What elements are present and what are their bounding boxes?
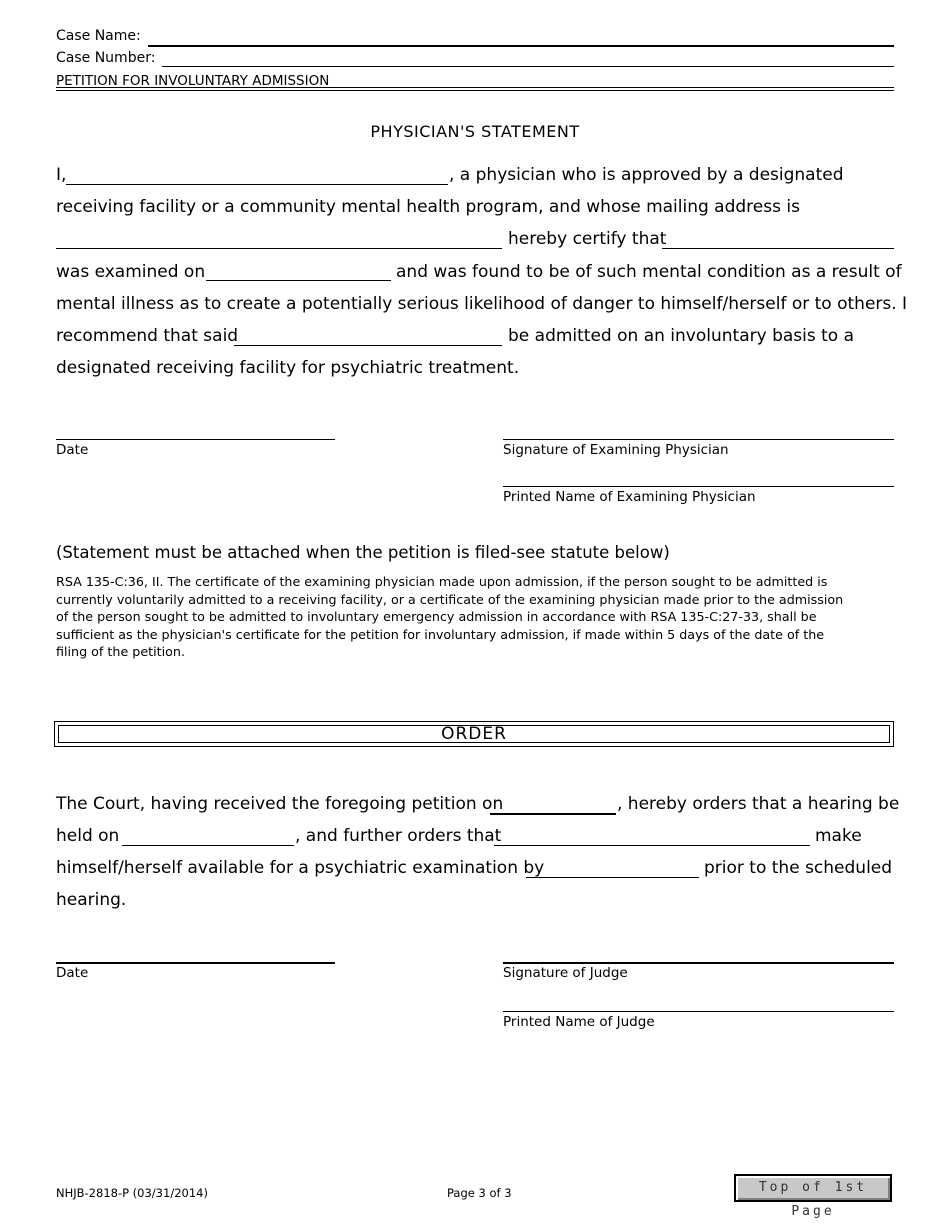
exam-date-input[interactable] [206, 262, 391, 281]
statute-line: filing of the petition. [56, 644, 185, 659]
text-line5: mental illness as to create a potentially serious likelihood of danger to himself/herself or to others. I [56, 294, 908, 314]
mailing-address-input[interactable] [56, 230, 502, 249]
text-admitted: be admitted on an involuntary basis to a [508, 326, 855, 346]
petition-title: PETITION FOR INVOLUNTARY ADMISSION [56, 73, 330, 89]
text-physician: , a physician who is approved by a designated [449, 165, 844, 185]
text-recommend: recommend that said [56, 326, 239, 346]
form-id: NHJB-2818-P (03/31/2014) [56, 1186, 208, 1200]
physician-signature-label: Signature of Examining Physician [503, 442, 729, 458]
text-court: The Court, having received the foregoing petition on [56, 794, 504, 814]
physician-printed-name-label: Printed Name of Examining Physician [503, 489, 756, 505]
statement-title: PHYSICIAN'S STATEMENT [370, 122, 580, 141]
statement-date-label: Date [56, 442, 89, 458]
recommend-patient-input[interactable] [234, 327, 502, 346]
physician-name-input[interactable] [66, 166, 448, 185]
statute-line: currently voluntarily admitted to a receiving facility, or a certificate of the examining physician made prior to the admission [56, 591, 844, 607]
text-examined: was examined on [56, 262, 206, 282]
text-line7: designated receiving facility for psychiatric treatment. [56, 358, 520, 378]
text-hereby: , hereby orders that a hearing be [617, 794, 900, 814]
text-certify: hereby certify that [508, 229, 667, 249]
text-hearing: hearing. [56, 890, 127, 910]
attach-note: (Statement must be attached when the petition is filed-see statute below) [56, 543, 670, 562]
text-held: held on [56, 826, 120, 846]
examination-date-input[interactable] [526, 859, 699, 878]
case-name-label: Case Name: [56, 28, 141, 44]
judge-signature-label: Signature of Judge [503, 965, 628, 981]
statement-date-input[interactable] [56, 421, 335, 440]
order-date-input[interactable] [56, 944, 335, 964]
statute-line: of the person sought to be admitted to involuntary emergency admission in accordance with RSA 135-C:27-33, shall be [56, 609, 817, 624]
case-number-input[interactable] [162, 48, 894, 67]
text-make: make [815, 826, 862, 846]
order-header-box [54, 721, 894, 747]
physician-signature-input[interactable] [503, 421, 894, 440]
text-i: I, [56, 165, 67, 185]
case-name-input[interactable] [148, 27, 894, 47]
statute-line: sufficient as the physician's certificate for the petition for involuntary admission, if made within 5 days of the date of the [56, 626, 825, 642]
order-date-label: Date [56, 965, 89, 981]
judge-signature-input[interactable] [503, 944, 894, 964]
text-himself: himself/herself available for a psychiatric examination by [56, 858, 545, 878]
case-number-label: Case Number: [56, 50, 156, 66]
text-prior: prior to the scheduled [704, 858, 893, 878]
text-line2: receiving facility or a community mental health program, and whose mailing address is [56, 197, 800, 217]
page-number: Page 3 of 3 [447, 1186, 512, 1200]
header-rule-1 [56, 87, 894, 88]
patient-name-input[interactable] [662, 230, 894, 249]
header-rule-2 [56, 90, 894, 91]
petition-received-date-input[interactable] [490, 795, 616, 815]
hearing-date-input[interactable] [122, 827, 294, 846]
top-of-first-page-button[interactable]: Top of 1st Page [734, 1174, 892, 1202]
statute-text [56, 573, 894, 661]
order-title: ORDER [58, 725, 890, 743]
physician-printed-name-input[interactable] [503, 468, 894, 487]
text-found: and was found to be of such mental condition as a result of [396, 262, 902, 282]
judge-printed-name-label: Printed Name of Judge [503, 1014, 655, 1030]
respondent-name-input[interactable] [494, 827, 810, 846]
statute-line: RSA 135-C:36, II. The certificate of the examining physician made upon admission, if the person sought to be admitted is [56, 574, 828, 589]
judge-printed-name-input[interactable] [503, 993, 894, 1012]
text-further: , and further orders that [295, 826, 502, 846]
